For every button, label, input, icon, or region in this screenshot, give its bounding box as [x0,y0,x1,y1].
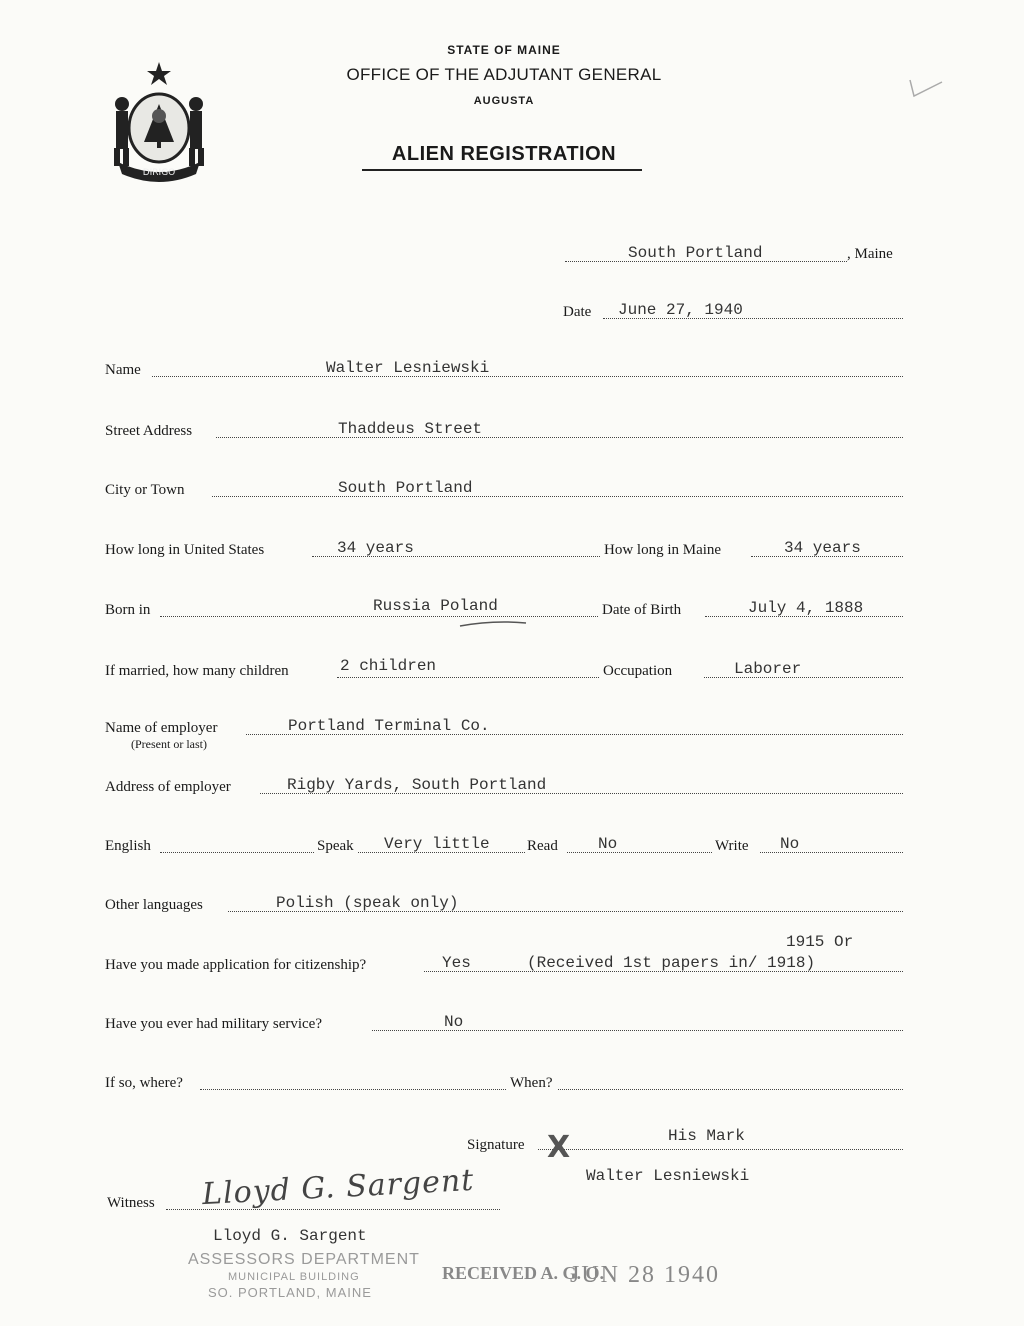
city-value: South Portland [338,479,473,497]
english-line [160,852,314,853]
citizenship-detail: (Received 1st papers in/ 1918) [527,954,816,972]
header-state: STATE OF MAINE [447,43,561,57]
read-label: Read [527,838,558,854]
street-line [216,437,903,438]
citizenship-value: Yes [442,954,471,972]
signature-mark: X [547,1130,571,1165]
children-label: If married, how many children [105,663,289,679]
when-label: When? [510,1075,553,1091]
signature-typed-name: Walter Lesniewski [586,1167,750,1185]
check-mark [906,74,946,105]
other-languages-value: Polish (speak only) [276,894,459,912]
city-label: City or Town [105,482,185,498]
where-label: If so, where? [105,1075,183,1091]
employer-label: Name of employer [105,720,218,736]
street-label: Street Address [105,423,193,439]
english-label: English [105,838,151,854]
employer-address-value: Rigby Yards, South Portland [287,776,547,794]
city-line [212,496,903,497]
name-value: Walter Lesniewski [326,359,490,377]
maine-state-seal [104,58,214,182]
signature-label: Signature [467,1137,525,1153]
born-in-label: Born in [105,602,151,618]
citizenship-label: Have you made application for citizenship? [105,957,367,973]
born-in-line [160,616,598,617]
header-office: OFFICE OF THE ADJUTANT GENERAL [346,65,662,84]
where-line [200,1089,506,1090]
children-line [337,677,599,678]
citizenship-correction: 1915 Or [786,933,854,951]
title-underline [362,169,642,171]
name-label: Name [105,362,141,378]
speak-label: Speak [317,838,354,854]
how-long-us-label: How long in United States [105,542,265,558]
signature-mark-note: His Mark [668,1127,745,1145]
military-value: No [444,1013,464,1031]
born-in-value: Russia Poland [373,597,498,615]
born-in-underline-mark [458,616,528,634]
assessors-stamp-line1: ASSESSORS DEPARTMENT [188,1251,420,1268]
witness-signature: Lloyd G. Sargent [201,1162,476,1213]
how-long-us-value: 34 years [337,539,414,557]
header-city: AUGUSTA [473,95,535,107]
location-value: South Portland [628,244,763,262]
how-long-maine-value: 34 years [784,539,861,557]
date-value: June 27, 1940 [618,301,743,319]
street-value: Thaddeus Street [338,420,483,438]
employer-value: Portland Terminal Co. [288,717,490,735]
read-line [567,852,712,853]
other-languages-label: Other languages [105,897,203,913]
write-label: Write [715,838,749,854]
signature-line [538,1149,903,1150]
occupation-value: Laborer [734,660,802,678]
employer-address-label: Address of employer [105,779,231,795]
occupation-label: Occupation [603,663,673,679]
form-title: ALIEN REGISTRATION [391,143,617,165]
write-value: No [780,835,800,853]
when-line [558,1089,903,1090]
children-value: 2 children [340,657,437,675]
speak-value: Very little [384,835,490,853]
assessors-stamp-line3: SO. PORTLAND, MAINE [208,1285,372,1300]
assessors-stamp-line2: MUNICIPAL BUILDING [228,1271,360,1283]
dob-label: Date of Birth [602,602,682,618]
witness-typed-name: Lloyd G. Sargent [213,1227,367,1245]
read-value: No [598,835,618,853]
received-stamp-date: JUN 28 1940 [570,1262,721,1288]
seal-banner-text: DIRIGO [142,168,176,178]
date-label: Date [563,304,592,320]
dob-value: July 4, 1888 [748,599,864,617]
received-stamp: RECEIVED A. G. O. [442,1263,605,1283]
name-line [152,376,903,377]
military-label: Have you ever had military service? [105,1016,322,1032]
location-suffix: , Maine [847,246,893,262]
witness-label: Witness [107,1195,155,1211]
how-long-maine-label: How long in Maine [604,542,722,558]
employer-sublabel: (Present or last) [131,737,207,751]
